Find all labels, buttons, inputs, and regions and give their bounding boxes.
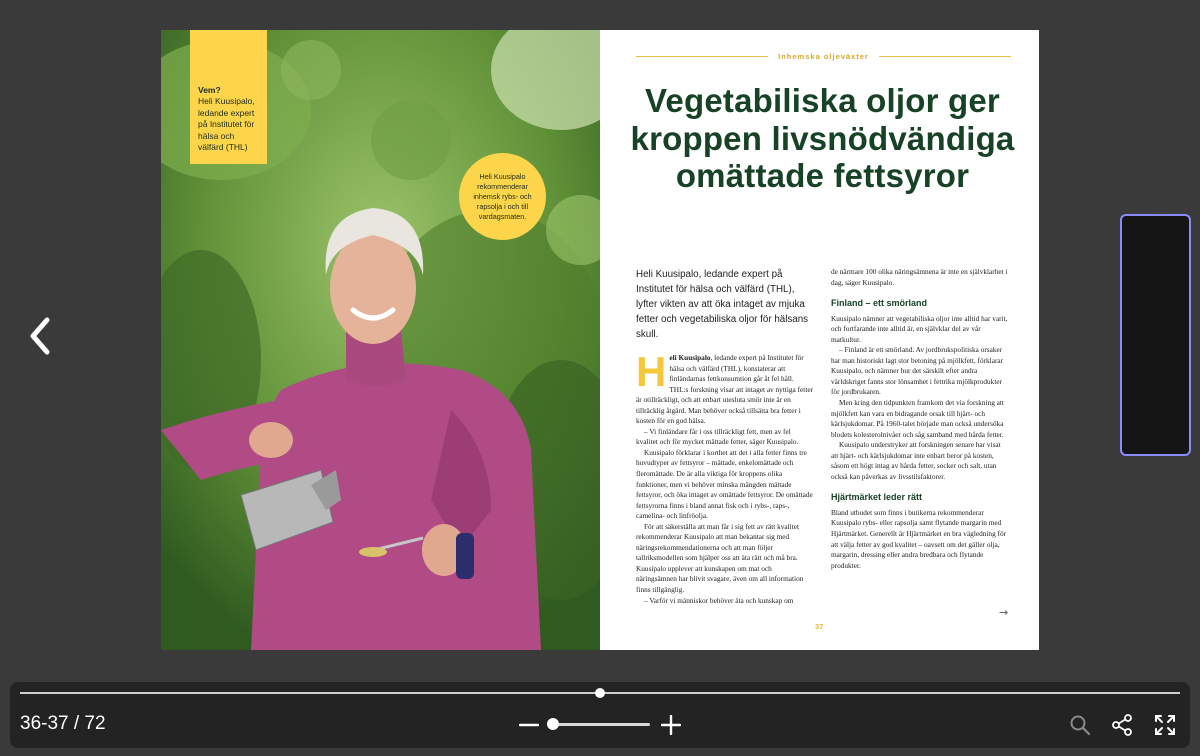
share-button[interactable] xyxy=(1110,713,1134,737)
continue-arrow-icon: → xyxy=(999,606,1009,619)
column-1-paragraph: För att säkerställa att man får i sig fett av rätt kvalitet rekommenderar Kuusipalo att man bekantar sig med näringsrekommendationerna och att man följer tallriksmodellen som hjälper oss att äta rätt och må bra. Kuusipalo upplever att kunskapen om mat och näringsämnen har blivit svagare, även om all information finns tillgänglig. xyxy=(636,521,804,595)
column-2-paragraph: Kuusipalo nämner att vegetabiliska oljor inte alltid har varit, och fortfarande inte alltid är, en självklar del av vår matkultur. xyxy=(831,313,1008,344)
zoom-out-button[interactable] xyxy=(518,712,540,738)
subheading-finland: Finland – ett smörland xyxy=(831,298,928,309)
fullscreen-icon xyxy=(1154,714,1176,736)
search-icon xyxy=(1069,714,1091,736)
fullscreen-button[interactable] xyxy=(1153,713,1177,737)
column-2-paragraph: Bland utbudet som finns i butikerna rekommenderar Kuusipalo rybs- eller rapsolja samt flytande margarin med Hjärtmärket. Generellt är Hjärtmärket en bra vägledning för att välja fetter av god kvalitet – oavsett om det gäller olja, margarin, dressing eller andra bredbara och flytande produkter. xyxy=(831,507,1007,570)
dropcap: H xyxy=(636,348,667,395)
who-infobox xyxy=(190,30,267,164)
column-1-paragraph: – Varför vi människor behöver äta och kunskap om xyxy=(644,595,794,605)
kicker-line-right xyxy=(879,56,1011,57)
article-ingress: Heli Kuusipalo, ledande expert på Institutet för hälsa och välfärd (THL), lyfter vikten av att öka intaget av mjuka fetter och vegetabiliska oljor för hälsans skull. xyxy=(636,269,809,340)
right-page xyxy=(600,30,1039,650)
quote-text: Heli Kuusipalo rekommenderar inhemsk rybs- och rapsolja i och till vardagsmaten. xyxy=(473,171,532,221)
viewer-toolbar xyxy=(10,682,1190,748)
lead-bold: eli Kuusipalo xyxy=(669,353,711,362)
column-2-paragraph: – Finland är ett smörland. Av jordbrukspolitiska orsaker har man historiskt lagt stor betoning på mjölkfett, förklarar Kuusipalo, och nämner hur det särskilt efter andra världskriget fanns stor lönsamhet i fettrika mjölkprodukter för jordbrukaren. xyxy=(831,345,1004,397)
previous-page-button[interactable] xyxy=(18,312,62,360)
kicker-line-left xyxy=(636,56,768,57)
page-number: 37 xyxy=(815,622,824,631)
subheading-hjartmarket: Hjärtmärket leder rätt xyxy=(831,492,923,503)
left-page xyxy=(161,30,600,650)
zoom-in-button[interactable] xyxy=(660,712,682,738)
search-button[interactable] xyxy=(1068,713,1092,737)
quote-circle xyxy=(459,153,546,240)
plus-icon xyxy=(661,715,681,735)
article-column-2 xyxy=(831,267,1009,571)
lead-rest: , ledande expert på Institutet för hälsa och välfärd (THL), konstaterar att finländarnas fettkonsumtion går åt fel håll. THL:s forskning visar att intaget av nyttiga fetter är otillräckligt, och att enbart utesluta smör inte är en tillräcklig åtgärd. Man behöver också tillsätta bra fetter i kosten för en god hälsa. xyxy=(636,353,814,426)
who-text: Heli Kuusipalo, ledande expert på Institutet för hälsa och välfärd (THL) xyxy=(198,96,255,152)
column-2-paragraph: Kuusipalo understryker att forskningen senare har visat att hjärt- och kärlsjukdomar inte enbart beror på kosten, såsom ett högt intag av hårda fetter, socker och salt, utan också kan påverkas av livsstilsfaktorer. xyxy=(831,440,1001,481)
thumbnail-panel[interactable] xyxy=(1120,214,1191,456)
magazine-spread xyxy=(161,30,1039,650)
column-1-paragraph: – Vi finländare får i oss tillräckligt fett, men av fel kvalitet och för mycket mättade fetter, säger Kuusipalo. xyxy=(636,426,799,447)
article-headline: Vegetabiliska oljor ger kroppen livsnödvändiga omättade fettsyror xyxy=(630,82,1015,194)
minus-icon xyxy=(519,715,539,735)
page-indicator: 36-37 / 72 xyxy=(20,713,106,734)
who-title: Vem? xyxy=(198,85,221,95)
column-1-paragraph: Kuusipalo förklarar i korthet att det i alla fetter finns tre huvudtyper av fettsyror – mättade, enkelomättade och fleromättade. De är alla viktiga för kroppens olika funktioner, men vi behöver minska mängden mättade fettsyror, och öka intaget av omättade fettsyror. De omättade fettsyrorna finns i bland annat fisk och i rybs-, raps-, camelina- och linfröolja. xyxy=(636,447,813,521)
column-2-paragraph: Men kring den tidpunkten framkom det via forskning att mjölkfett kan vara en bidragande orsak till hjärt- och kärlsjukdomar. På 1960-talet började man också undersöka blodets kolesterolnivåer och såg samband med hårda fetter. xyxy=(831,398,1004,439)
column-2-intro: de närmare 100 olika näringsämnena är inte en självklarhet i dag, säger Kuusipalo. xyxy=(831,267,1008,287)
zoom-slider-handle[interactable] xyxy=(547,718,559,730)
chevron-left-icon xyxy=(27,317,53,355)
article-column-1 xyxy=(636,348,814,606)
share-icon xyxy=(1111,714,1133,736)
kicker-row xyxy=(636,52,1011,61)
zoom-slider-track[interactable] xyxy=(550,723,650,726)
progress-handle[interactable] xyxy=(595,688,605,698)
kicker-text: Inhemska oljeväxter xyxy=(778,52,869,61)
